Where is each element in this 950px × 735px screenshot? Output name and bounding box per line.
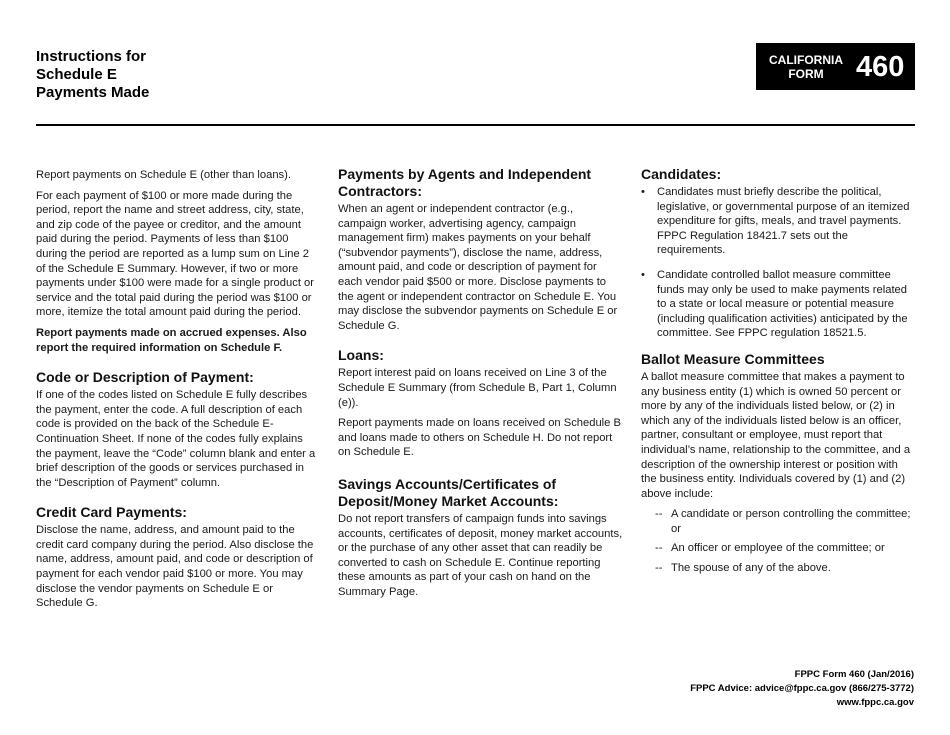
list-item-text: Candidate controlled ballot measure committee funds may only be used to make payments related to a state or local measure or potential measure (including qualification activities) anticipated by the committee. See FPPC regulation 18521.5.	[657, 268, 908, 340]
advice-contact: FPPC Advice: advice@fppc.ca.gov (866/275-3772)	[690, 683, 914, 694]
list-item	[655, 541, 916, 556]
section-heading: Code or Description of Payment:	[36, 369, 254, 386]
section-heading: Savings Accounts/Certificates of Deposit/Money Market Accounts:	[338, 475, 559, 509]
list-item-text: The spouse of any of the above.	[671, 562, 831, 575]
list-item	[655, 507, 916, 536]
dash-icon: --	[655, 542, 663, 555]
covered-individuals-list	[641, 507, 916, 575]
page-footer	[690, 668, 914, 710]
dash-icon: --	[655, 508, 663, 521]
list-item	[641, 185, 916, 258]
header-divider	[36, 124, 915, 126]
form-version: FPPC Form 460 (Jan/2016)	[794, 669, 914, 680]
section-heading: Loans:	[338, 347, 384, 364]
section-heading: Candidates:	[641, 166, 722, 182]
list-item-text: Candidates must briefly describe the political, legislative, or governmental purpose of an itemized expenditure for gifts, meals, and travel payments. FPPC Regulation 18421.7 sets out the requirements.	[657, 186, 910, 257]
section-text: Do not report transfers of campaign funds into savings accounts, certificates of deposit, money market accounts, or the purchase of any other asset that can readily be converted to cash on Schedule E. Continue reporting these amounts as part of your cash on hand on the Summary Page.	[338, 512, 623, 598]
section-text: Report interest paid on loans received on Line 3 of the Schedule E Summary (from Schedule B, Part 1, Column (e)).	[338, 367, 617, 409]
section-credit-card	[36, 504, 318, 611]
badge-label-line-2: FORM	[788, 66, 824, 81]
website-link[interactable]: www.fppc.ca.gov	[836, 697, 914, 708]
section-heading: Ballot Measure Committees	[641, 350, 825, 367]
page-title	[36, 48, 149, 102]
title-line-1: Instructions for	[36, 48, 147, 65]
section-loans	[338, 347, 623, 460]
badge-label-line-1: CALIFORNIA	[769, 52, 843, 67]
title-line-3: Payments Made	[36, 84, 150, 101]
list-item-text: An officer or employee of the committee; or	[671, 542, 885, 555]
section-text: If one of the codes listed on Schedule E fully describes the payment, enter the code. A full description of each code is provided on the back of the Schedule E-Continuation Sheet. If none of the codes fully explains the payment, leave the “Code” column blank and enter a brief description of the goods or services purchased in the “Description of Payment” column.	[36, 389, 316, 489]
payment-reporting-text: For each payment of $100 or more made during the period, report the name and street address, city, state, and zip code of the payee or creditor, and the amount paid during the period. Payments of less than $100 during the period are reported as a lump sum on Line 2 of the Schedule E Summary. However, if two or more payments under $100 were made for a single product or service and the total paid during the period was $100 or more, itemize the total amount paid during the period.	[36, 189, 314, 319]
section-text: Report payments made on loans received on Schedule B and loans made to others on Schedule H. Do not report on Schedule E.	[338, 417, 621, 459]
intro-text: Report payments on Schedule E (other than loans).	[36, 169, 291, 181]
list-item-text: A candidate or person controlling the committee; or	[671, 508, 911, 535]
section-text: Disclose the name, address, and amount paid to the credit card company during the period. Also disclose the name, address, amount paid, and code or description of payment for each vendor paid $100 or more. You may disclose the vendor payments on Schedule E or Schedule G.	[36, 524, 314, 610]
accrued-expenses-note: Report payments made on accrued expenses. Also report the required information on Schedule F.	[36, 326, 307, 354]
column-3	[641, 168, 916, 581]
dash-icon: --	[655, 562, 663, 575]
bullet-icon: •	[641, 186, 645, 198]
section-agents-contractors	[338, 166, 623, 333]
section-ballot-measure-committees	[641, 351, 916, 576]
list-item	[641, 268, 916, 341]
section-text: A ballot measure committee that makes a payment to any business entity (1) which is owned 50 percent or more by any of the individuals listed below, or (2) in which any of the individuals listed below is an officer, partner, consultant or employee, must report that individual’s name, relationship to the committee, and a description of the ownership interest or position with the business entity. Individuals covered by (1) and (2) above include:	[641, 370, 911, 500]
section-heading: Payments by Agents and Independent Contractors:	[338, 166, 592, 199]
section-heading: Credit Card Payments:	[36, 504, 187, 521]
list-item	[655, 561, 916, 576]
title-line-2: Schedule E	[36, 66, 117, 83]
section-savings-accounts	[338, 476, 623, 600]
badge-form-number: 460	[856, 50, 905, 83]
section-text: When an agent or independent contractor (e.g., campaign worker, advertising agency, campaign management firm) makes payments on your behalf (“subvendor payments”), disclose the name, address, amount paid, and code or description of payment for each vendor paid $500 or more. Disclose payments to the agent or independent contractor on Schedule E. You may disclose the subvendor payments on Schedule E or Schedule G.	[338, 203, 618, 332]
candidates-bullet-list	[641, 185, 916, 341]
form-number-badge	[756, 43, 915, 90]
section-code-description	[36, 369, 318, 490]
column-1	[36, 168, 318, 617]
badge-label	[756, 53, 856, 81]
bullet-icon: •	[641, 268, 645, 281]
column-2	[338, 168, 623, 605]
section-candidates	[641, 166, 916, 341]
